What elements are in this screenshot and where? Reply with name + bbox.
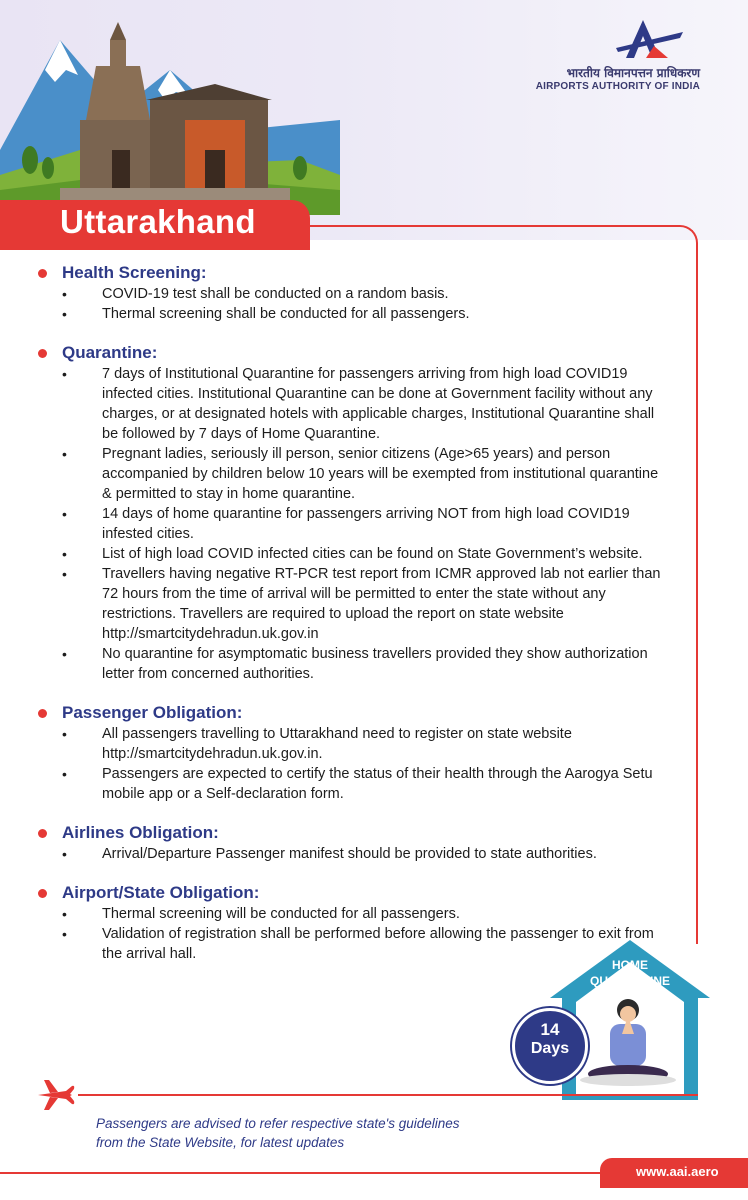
bullet-dot-icon [38, 829, 47, 838]
section-heading: Airport/State Obligation: [38, 882, 668, 904]
footer-divider [78, 1094, 698, 1096]
list-item: • Pregnant ladies, seriously ill person, senior citizens (Age>65 years) and person accompanied by children below 10 years will be exempted from institutional quarantine & permitted to stay in home quarantine. [62, 446, 659, 502]
list-item: • Validation of registration shall be performed before allowing the passenger to exit from the arrival hall. [62, 926, 654, 962]
home-quarantine-label-line1: HOME [612, 958, 648, 972]
list-item: • Thermal screening shall be conducted for all passengers. [62, 306, 470, 322]
bottom-divider [0, 1172, 610, 1174]
website-url[interactable]: www.aai.aero [636, 1164, 719, 1179]
logo-english-text: AIRPORTS AUTHORITY OF INDIA [535, 81, 700, 92]
section-health-screening [38, 262, 668, 324]
section-quarantine [38, 342, 668, 684]
page-title: Uttarakhand [60, 203, 256, 240]
bullet-dot-icon [38, 349, 47, 358]
logo-hindi-text: भारतीय विमानपत्तन प्राधिकरण [566, 66, 700, 80]
section-heading: Health Screening: [38, 262, 668, 284]
list-item: • No quarantine for asymptomatic business travellers provided they show authorization letter from concerned authorities. [62, 646, 648, 682]
section-passenger-obligation [38, 702, 668, 804]
guidelines-content [38, 262, 668, 982]
days-number: 14 [540, 1020, 560, 1039]
aai-logo-icon [588, 18, 698, 62]
list-item: • Travellers having negative RT-PCR test report from ICMR approved lab not earlier than 72 hours from the time of arrival will be permitted to enter the state without any restrictions. Travellers are required to upload the report on state website http://smartcitydehradun.uk.gov.in [62, 566, 661, 642]
airplane-icon [36, 1078, 76, 1112]
bullet-dot-icon [38, 889, 47, 898]
content-frame-top [300, 225, 698, 247]
section-heading: Airlines Obligation: [38, 822, 668, 844]
content-frame-right [696, 244, 698, 944]
bullet-dot-icon [38, 269, 47, 278]
list-item: • 14 days of home quarantine for passengers arriving NOT from high load COVID19 infested cities. [62, 506, 630, 542]
days-label: Days [530, 1040, 570, 1057]
list-item: • All passengers travelling to Uttarakhand need to register on state website http://smartcitydehradun.uk.gov.in. [62, 726, 572, 762]
section-heading: Passenger Obligation: [38, 702, 668, 724]
list-item: • Thermal screening will be conducted for all passengers. [62, 906, 460, 922]
home-quarantine-label-line2: QUARANTINE [590, 974, 670, 988]
section-heading: Quarantine: [38, 342, 668, 364]
list-item: • List of high load COVID infected cities can be found on State Government’s website. [62, 546, 643, 562]
list-item: • COVID-19 test shall be conducted on a random basis. [62, 286, 449, 302]
bullet-dot-icon [38, 709, 47, 718]
list-item: • Arrival/Departure Passenger manifest should be provided to state authorities. [62, 846, 597, 862]
list-item: • 7 days of Institutional Quarantine for passengers arriving from high load COVID19 infected cities. Institutional Quarantine can be done at Government facility without any charges, or at designated hotels with applicable charges, Institutional Quarantine shall be followed by 7 days of Home Quarantine. [62, 366, 655, 442]
section-airlines-obligation [38, 822, 668, 864]
list-item: • Passengers are expected to certify the status of their health through the Aarogya Setu mobile app or a Self-declaration form. [62, 766, 653, 802]
temple-illustration [0, 0, 360, 215]
footer-advisory-note: Passengers are advised to refer respective state's guidelines from the State Website, for latest updates [96, 1116, 460, 1150]
